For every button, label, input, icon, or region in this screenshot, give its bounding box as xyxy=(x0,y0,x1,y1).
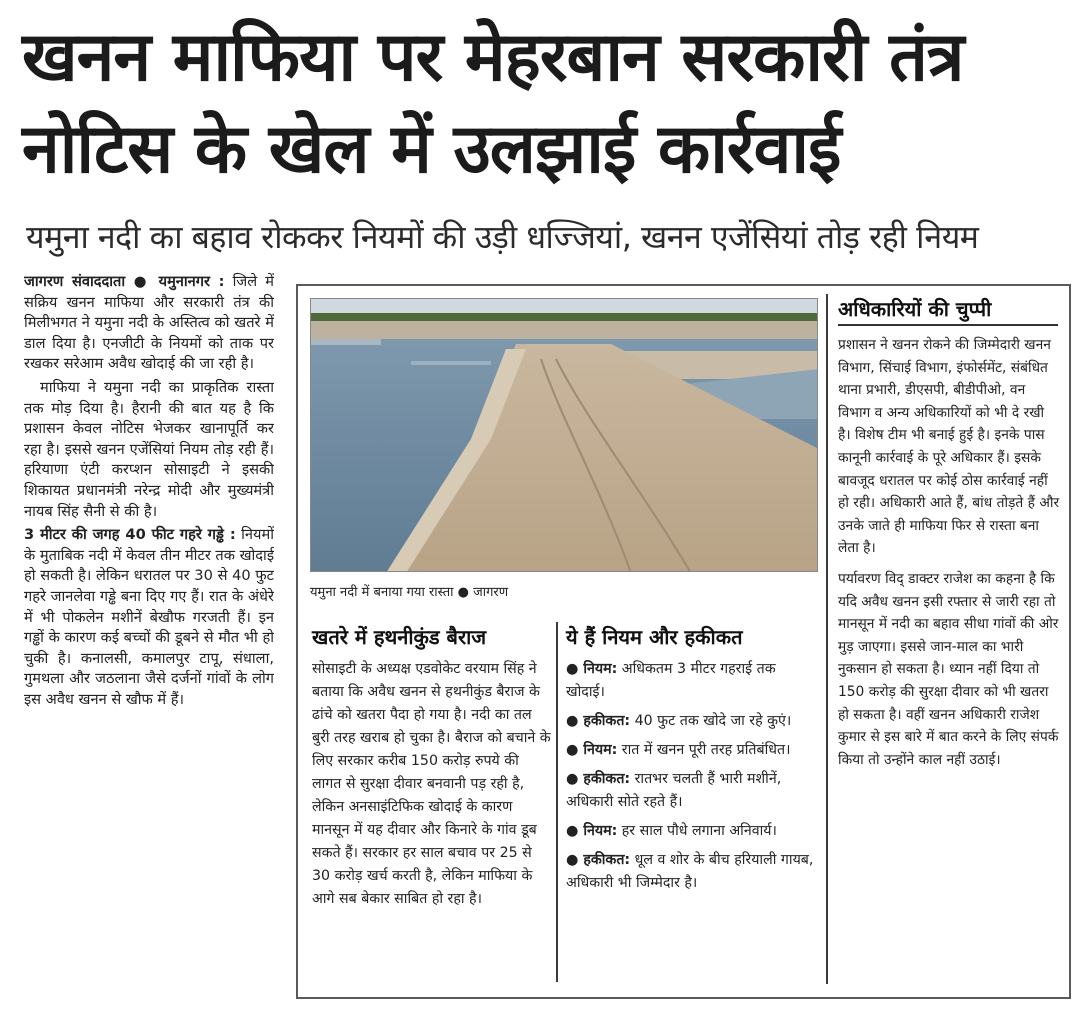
paragraph-1: जिले में सक्रिय खनन माफिया और सरकारी तंत्र की मिलीभगत ने यमुना नदी के अस्तित्व को खतरे में डाल दिया है। एनजीटी के नियमों को ताक पर रखकर सरेआम अवैध खोदाई की जा रही है। xyxy=(24,273,274,373)
barrage-title: खतरे में हथनीकुंड बैराज xyxy=(312,625,487,649)
rules-list xyxy=(566,658,816,988)
officials-title: अधिकारियों की चुप्पी xyxy=(838,294,1058,326)
subhead-40-feet: 3 मीटर की जगह 40 फीट गहरे गड्ढे : xyxy=(24,526,236,544)
photo-caption: यमुना नदी में बनाया गया रास्ता ● जागरण xyxy=(310,585,509,600)
rule-item: ● नियम: हर साल पौधे लगाना अनिवार्य। xyxy=(566,823,777,839)
paragraph-3: नियमों के मुताबिक नदी में केवल तीन मीटर तक खोदाई हो सकती है। लेकिन धरातल पर 30 से 40 फुट गहरे जानलेवा गड्ढे बना दिए गए हैं। रात के अंधेरे में भी पोकलेन मशीनें बेखौफ गरजती हैं। इन गड्ढों के कारण कई बच्चों की डूबने से मौत भी हो चुकी है। कनालसी, कमालपुर टापू, संधाला, गुमथला और जठलाना जैसे दर्जनों गांवों के लोग इस अवैध खनन से खौफ में हैं। xyxy=(24,526,274,708)
subheadline: यमुना नदी का बहाव रोककर नियमों की उड़ी धज्जियां, खनन एजेंसियां तोड़ रही नियम xyxy=(26,218,979,256)
river-road-photo xyxy=(310,298,818,572)
rule-item: ● नियम: रात में खनन पूरी तरह प्रतिबंधित। xyxy=(566,742,791,758)
rule-item: ● नियम: अधिकतम 3 मीटर गहराई तक खोदाई। xyxy=(566,661,776,700)
paragraph-2: माफिया ने यमुना नदी का प्राकृतिक रास्ता तक मोड़ दिया है। हैरानी की बात यह है कि प्रशासन केवल नोटिस भेजकर खानापूर्ति कर रहा है। इससे खनन एजेंसियां नियम तोड़ रही हैं। हरियाणा एंटी करप्शन सोसाइटी ने इसकी शिकायत प्रधानमंत्री नरेन्द्र मोदी और मुख्यमंत्री नायब सिंह सैनी से की है। xyxy=(24,378,274,520)
officials-paragraph-1: प्रशासन ने खनन रोकने की जिम्मेदारी खनन विभाग, सिंचाई विभाग, इंफोर्समेंट, संबंधित थाना प्रभारी, डीएसपी, बीडीपीओ, वन विभाग व अन्य अधिकारियों को भी दे रखी है। विशेष टीम भी बनाई हुई है। इनके पास कानूनी कार्रवाई के पूरे अधिकार हैं। इसके बावजूद धरातल पर कोई ठोस कार्रवाई नहीं हो रही। अधिकारी आते हैं, बांध तोड़ते हैं और उनके जाते ही माफिया फिर से रास्ता बना लेता है। xyxy=(838,337,1060,557)
rules-title: ये हैं नियम और हकीकत xyxy=(566,625,743,649)
reality-item: ● हकीकत: 40 फुट तक खोदे जा रहे कुएं। xyxy=(566,713,792,729)
barrage-text: सोसाइटी के अध्यक्ष एडवोकेट वरयाम सिंह ने बताया कि अवैध खनन से हथनीकुंड बैराज के ढांचे को खतरा पैदा हो गया है। नदी का तल बुरी तरह खराब हो चुका है। बैराज को बचाने के लिए सरकार करीब 150 करोड़ रुपये की लागत से सुरक्षा दीवार बनवानी पड़ रही है, लेकिन अनसाइंटिफिक खोदाई के कारण मानसून में यह दीवार और किनारे के गांव डूब सकते हैं। सरकार हर साल बचाव पर 25 से 30 करोड़ खर्च करती है, लेकिन माफिया के आगे सब बेकार साबित हो रहा है। xyxy=(312,661,551,907)
officials-paragraph-2: पर्यावरण विद् डाक्टर राजेश का कहना है कि यदि अवैध खनन इसी रफ्तार से जारी रहा तो मानसून में नदी का बहाव सीधा गांवों की ओर मुड़ जाएगा। इससे जान-माल का भारी नुकसान हो सकता है। ध्यान नहीं दिया तो 150 करोड़ की सुरक्षा दीवार को भी खतरा हो सकता है। वहीं खनन अधिकारी राजेश कुमार से इस बारे में बात करने के लिए संपर्क किया तो उन्होंने काल नहीं उठाई। xyxy=(838,570,1059,768)
feature-box xyxy=(296,284,1071,999)
headline-line-2: नोटिस के खेल में उलझाई कार्रवाई xyxy=(22,110,841,189)
river-road-illustration xyxy=(311,299,818,572)
column-divider xyxy=(556,622,558,982)
column-divider xyxy=(826,294,828,984)
headline-line-1: खनन माफिया पर मेहरबान सरकारी तंत्र xyxy=(22,18,964,97)
dateline: जागरण संवाददाता ● यमुनानगर : xyxy=(24,273,225,290)
reality-item: ● हकीकत: धूल व शोर के बीच हरियाली गायब, अधिकारी भी जिम्मेदार है। xyxy=(566,852,814,891)
left-column xyxy=(24,272,274,1002)
officials-text xyxy=(838,334,1060,994)
reality-item: ● हकीकत: रातभर चलती हैं भारी मशीनें, अधिकारी सोते रहते हैं। xyxy=(566,771,782,810)
